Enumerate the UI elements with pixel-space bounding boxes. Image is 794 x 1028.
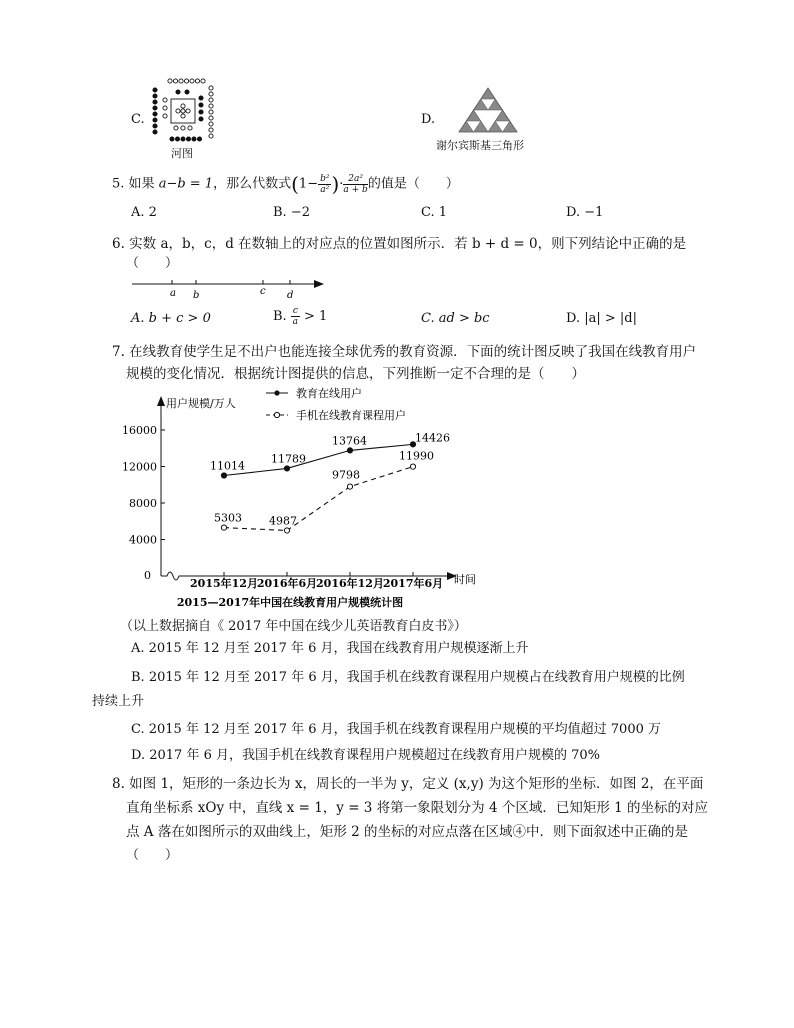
q5-mid: ，那么代数式 bbox=[213, 176, 292, 192]
q5-f2-denominator: a + b bbox=[343, 184, 368, 195]
online-users-point-0 bbox=[221, 473, 226, 478]
q7-option-b-cont: 持续上升 bbox=[92, 694, 145, 709]
axis-label-d: d bbox=[287, 290, 294, 301]
q6-stem-line1: 6. 实数 a，b，c，d 在数轴上的对应点的位置如图所示．若 b + d = 0，则下列结论中正确的是 bbox=[112, 236, 687, 252]
mobile-users-value-label-2: 9798 bbox=[332, 468, 360, 482]
online-users-point-1 bbox=[284, 466, 289, 471]
axis-label-a: a bbox=[170, 288, 176, 299]
hetu-dot bbox=[174, 126, 178, 130]
hetu-dot bbox=[173, 79, 177, 83]
q7-stem-line2: 规模的变化情况．根据统计图提供的信息，下列推断一定不合理的是（ ） bbox=[126, 366, 585, 382]
y-tick-label-4: 16000 bbox=[122, 424, 157, 437]
q6-option-a: A. b + c > 0 bbox=[131, 311, 211, 326]
hetu-dot bbox=[163, 106, 167, 110]
hetu-dot bbox=[188, 126, 192, 130]
q4-option-c-letter: C. bbox=[131, 112, 145, 127]
hetu-dot bbox=[181, 137, 185, 141]
hetu-dot bbox=[153, 124, 157, 128]
y-axis-label: 用户规模/万人 bbox=[166, 397, 236, 410]
q6-option-b bbox=[273, 306, 327, 327]
hetu-dot bbox=[209, 134, 213, 138]
hetu-dot bbox=[195, 79, 199, 83]
online-users-value-label-1: 11789 bbox=[271, 452, 306, 466]
hetu-dot bbox=[186, 109, 190, 113]
q8-stem-line3: 点 A 落在如图所示的双曲线上，矩形 2 的坐标的对应点落在区域④中．则下面叙述中正确的是 bbox=[126, 824, 689, 840]
online-education-line-chart bbox=[120, 382, 480, 614]
hetu-dot bbox=[185, 90, 189, 94]
mobile-users-point-3 bbox=[410, 464, 415, 469]
legend-marker-mobile-users bbox=[274, 412, 279, 417]
axis-label-c: c bbox=[260, 286, 266, 297]
mobile-users-point-0 bbox=[221, 525, 226, 530]
hetu-dot bbox=[176, 90, 180, 94]
q5-stem: 5. 如果 a−b = 1，那么代数式(1− $\frac{\text{b²}}{\text{a²}}$ )· $\frac{\text{2a²}}{a + b}$ 的值是（ ） bbox=[112, 172, 459, 196]
mobile-users-value-label-1: 4987 bbox=[269, 514, 297, 528]
hetu-dot bbox=[153, 100, 157, 104]
legend-label-mobile-users: 手机在线教育课程用户 bbox=[296, 409, 406, 422]
q6-option-b-letter: B. bbox=[273, 309, 287, 324]
hetu-dot bbox=[153, 88, 157, 92]
y-tick-label-3: 12000 bbox=[122, 460, 157, 474]
hetu-dot bbox=[186, 137, 190, 141]
series-line-mobile-users bbox=[224, 467, 413, 531]
mobile-users-point-1 bbox=[284, 528, 289, 533]
hetu-dot bbox=[168, 79, 172, 83]
hetu-dot bbox=[153, 130, 157, 134]
q6-number-line bbox=[130, 275, 325, 305]
online-users-value-label-2: 13764 bbox=[332, 434, 367, 448]
q8-stem-line1: 8. 如图 1，矩形的一条边长为 x，周长的一半为 y，定义 (x,y) 为这个矩形的坐标．如图 2，在平面 bbox=[112, 776, 704, 792]
y-tick-label-2: 8000 bbox=[129, 497, 157, 510]
hetu-dot bbox=[209, 92, 213, 96]
hetu-dot bbox=[181, 114, 185, 118]
hetu-dot bbox=[192, 137, 196, 141]
hetu-dot bbox=[153, 112, 157, 116]
hetu-dot bbox=[184, 79, 188, 83]
hetu-dot bbox=[181, 104, 185, 108]
q5-condition: a−b = 1 bbox=[158, 176, 214, 192]
online-users-value-label-3: 14426 bbox=[415, 431, 450, 445]
q4-option-c-caption: 河图 bbox=[171, 147, 193, 160]
hetu-dot bbox=[153, 106, 157, 110]
hetu-dot bbox=[199, 103, 203, 107]
series-line-online-users bbox=[224, 444, 413, 475]
q5-f1-numerator: b² bbox=[320, 173, 330, 184]
chart-title: 2015—2017年中国在线教育用户规模统计图 bbox=[176, 596, 404, 609]
q7-option-a: A. 2015 年 12 月至 2017 年 6 月，我国在线教育用户规模逐渐上升 bbox=[131, 641, 529, 656]
q6-option-d: D. |a| > |d| bbox=[566, 311, 637, 326]
q7-option-b: B. 2015 年 12 月至 2017 年 6 月，我国手机在线教育课程用户规模占在线教育用户规模的比例 bbox=[131, 670, 685, 685]
q6-option-b-fraction bbox=[291, 306, 300, 327]
q5-f2-numerator: 2a² bbox=[343, 174, 367, 185]
hetu-dot bbox=[179, 79, 183, 83]
mobile-users-value-label-0: 5303 bbox=[214, 511, 242, 525]
q6-option-c: C. ad > bc bbox=[421, 311, 490, 326]
hetu-dot bbox=[209, 104, 213, 108]
q6-b-denominator: a bbox=[292, 317, 299, 327]
y-tick-label-1: 4000 bbox=[129, 533, 157, 547]
q7-option-d: D. 2017 年 6 月，我国手机在线教育课程用户规模超过在线教育用户规模的 70% bbox=[131, 748, 601, 763]
hetu-dot bbox=[209, 128, 213, 132]
q6-b-numerator: c bbox=[292, 306, 298, 316]
hetu-dot bbox=[209, 116, 213, 120]
hetu-dot bbox=[175, 137, 179, 141]
hetu-dot bbox=[176, 109, 180, 113]
q8-stem-line2: 直角坐标系 xOy 中，直线 x = 1，y = 3 将第一象限划分为 4 个区域．已知矩形 1 的坐标的对应 bbox=[126, 800, 709, 816]
q4-option-d-caption: 谢尔宾斯基三角形 bbox=[436, 139, 524, 152]
legend-label-online-users: 教育在线用户 bbox=[296, 387, 362, 400]
q5-f1-denominator: a² bbox=[320, 184, 330, 195]
hetu-dot bbox=[181, 126, 185, 130]
hetu-dot bbox=[153, 118, 157, 122]
hetu-dot bbox=[209, 110, 213, 114]
q7-option-c: C. 2015 年 12 月至 2017 年 6 月，我国手机在线教育课程用户规模的平均值超过 7000 万 bbox=[131, 722, 662, 737]
q4-option-d-letter: D. bbox=[421, 112, 436, 127]
legend-marker-online-users bbox=[274, 390, 279, 395]
q8-stem-line4: （ ） bbox=[126, 848, 179, 863]
x-tick-label-2: 2016年12月 bbox=[316, 577, 384, 590]
q5-option-b: B. −2 bbox=[273, 205, 310, 220]
hetu-dot bbox=[201, 79, 205, 83]
hetu-dot bbox=[181, 109, 185, 113]
online-users-value-label-0: 11014 bbox=[210, 459, 245, 473]
hetu-dot bbox=[209, 86, 213, 90]
x-tick-label-1: 2016年6月 bbox=[256, 577, 318, 590]
x-tick-label-3: 2017年6月 bbox=[382, 577, 444, 590]
hetu-dot bbox=[190, 79, 194, 83]
hetu-dot bbox=[199, 96, 203, 100]
mobile-users-point-2 bbox=[347, 484, 352, 489]
q5-option-c: C. 1 bbox=[421, 205, 448, 220]
q5-tail: 的值是（ ） bbox=[367, 176, 459, 192]
x-axis-label: 时间 bbox=[454, 573, 476, 586]
hetu-dot bbox=[170, 137, 174, 141]
q5-fraction-2 bbox=[343, 174, 367, 195]
axis-label-b: b bbox=[193, 290, 200, 301]
hetu-dot bbox=[209, 122, 213, 126]
mobile-users-value-label-3: 11990 bbox=[399, 449, 434, 463]
q7-stem-line1: 7. 在线教育使学生足不出户也能连接全球优秀的教育资源．下面的统计图反映了我国在线教育用户 bbox=[112, 344, 697, 360]
hetu-dot bbox=[163, 98, 167, 102]
hetu-dot bbox=[163, 114, 167, 118]
q5-fraction-1 bbox=[318, 174, 331, 195]
hetu-dot bbox=[197, 137, 201, 141]
hetu-figure bbox=[150, 78, 216, 142]
q7-source-note: （以上数据摘自《 2017 年中国在线少儿英语教育白皮书》） bbox=[120, 619, 467, 634]
y-tick-label-0: 0 bbox=[144, 569, 151, 582]
q5-option-a: A. 2 bbox=[131, 205, 157, 220]
hetu-dot bbox=[209, 98, 213, 102]
q6-option-b-rest: > 1 bbox=[304, 309, 328, 324]
q6-stem-line2: （ ） bbox=[126, 256, 179, 271]
q5-option-d: D. −1 bbox=[566, 205, 604, 220]
x-tick-label-0: 2015年12月 bbox=[190, 577, 258, 590]
hetu-dot bbox=[153, 94, 157, 98]
sierpinski-triangle-figure bbox=[458, 87, 518, 133]
online-users-point-2 bbox=[347, 448, 352, 453]
q5-lead: 5. 如果 bbox=[112, 176, 155, 192]
hetu-dot bbox=[199, 117, 203, 121]
hetu-dot bbox=[199, 110, 203, 114]
